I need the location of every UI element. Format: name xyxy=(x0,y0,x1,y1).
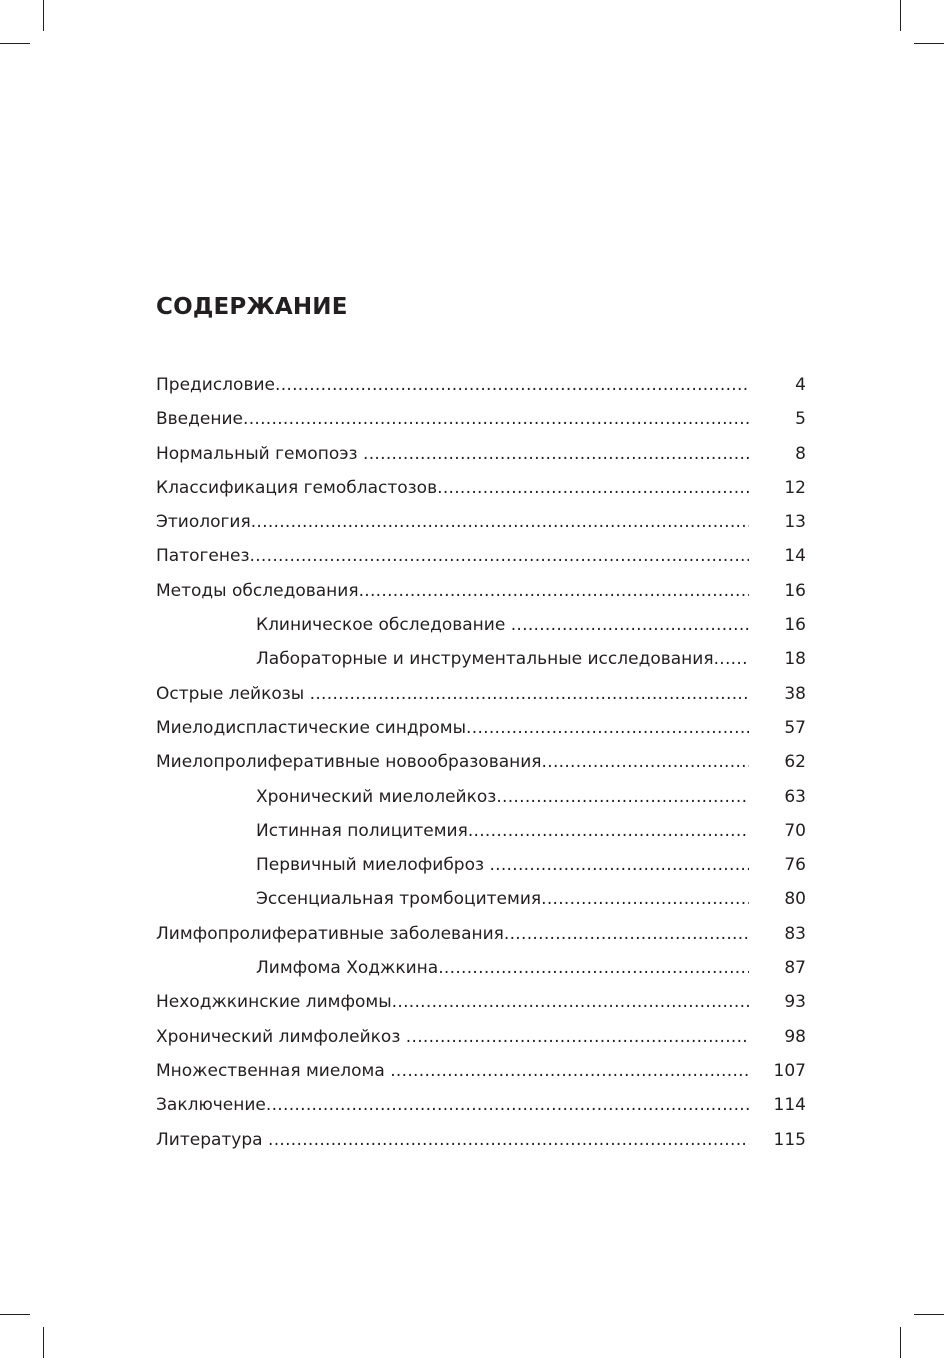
toc-entry-page: 115 xyxy=(773,1129,806,1150)
toc-entry xyxy=(156,439,806,473)
toc-entry xyxy=(156,507,806,541)
toc-entry xyxy=(156,1125,806,1159)
toc-entry-page: 57 xyxy=(784,717,806,738)
toc-entry-page: 63 xyxy=(784,786,806,807)
toc-entry xyxy=(156,541,806,575)
crop-mark xyxy=(0,43,30,44)
toc-entry-page: 70 xyxy=(784,820,806,841)
toc-entry xyxy=(156,370,806,404)
toc-entry xyxy=(156,1056,806,1090)
toc-entry-label: Миелопролиферативные новообразования ..... xyxy=(156,747,749,777)
toc-entry-label: Литература ..... xyxy=(156,1125,749,1155)
toc-entry-page: 93 xyxy=(784,992,806,1013)
toc-entry-label: Клиническое обследование ..... xyxy=(256,610,749,640)
toc-entry-label: Хронический лимфолейкоз ..... xyxy=(156,1022,749,1052)
toc-entry-label: Введение ..... xyxy=(156,404,749,434)
toc-entry xyxy=(156,747,806,781)
toc-subentry xyxy=(156,884,806,918)
crop-mark xyxy=(914,1314,944,1315)
toc-entry-page: 16 xyxy=(784,580,806,601)
toc-entry-page: 5 xyxy=(795,409,806,430)
toc-entry-label: Предисловие ..... xyxy=(156,370,749,400)
toc-entry-label: Истинная полицитемия ..... xyxy=(256,816,749,846)
crop-mark xyxy=(0,1314,30,1315)
toc-entry xyxy=(156,473,806,507)
toc-entry-label: Миелодиспластические синдромы ..... xyxy=(156,713,749,743)
toc-entry xyxy=(156,404,806,438)
toc-entry-page: 62 xyxy=(784,752,806,773)
toc-entry-page: 13 xyxy=(784,512,806,533)
page-title: СОДЕРЖАНИЕ xyxy=(156,294,348,320)
toc-entry xyxy=(156,713,806,747)
toc-entry-label: Заключение ..... xyxy=(156,1090,749,1120)
toc-entry-page: 98 xyxy=(784,1026,806,1047)
toc-entry xyxy=(156,679,806,713)
toc-entry-label: Классификация гемобластозов ..... xyxy=(156,473,749,503)
toc-entry-label: Нормальный гемопоэз ..... xyxy=(156,439,749,469)
toc-subentry xyxy=(156,782,806,816)
toc-entry xyxy=(156,987,806,1021)
toc-entry-page: 14 xyxy=(784,546,806,567)
toc-entry-page: 76 xyxy=(784,855,806,876)
toc-subentry xyxy=(156,610,806,644)
toc-subentry xyxy=(156,953,806,987)
toc-entry-page: 12 xyxy=(784,477,806,498)
toc-entry-label: Множественная миелома ..... xyxy=(156,1056,749,1086)
toc-subentry xyxy=(156,644,806,678)
toc-entry xyxy=(156,576,806,610)
crop-mark xyxy=(900,1327,901,1358)
toc-entry-page: 38 xyxy=(784,683,806,704)
table-of-contents xyxy=(156,370,806,1159)
toc-entry-label: Лабораторные и инструментальные исследования ..... xyxy=(256,644,749,674)
toc-entry-label: Лимфома Ходжкина ..... xyxy=(256,953,749,983)
toc-entry-page: 87 xyxy=(784,958,806,979)
toc-entry-label: Методы обследования ..... xyxy=(156,576,749,606)
toc-entry-page: 18 xyxy=(784,649,806,670)
toc-entry xyxy=(156,919,806,953)
toc-entry-label: Хронический миелолейкоз ..... xyxy=(256,782,749,812)
toc-entry-page: 83 xyxy=(784,923,806,944)
crop-mark xyxy=(43,0,44,31)
toc-entry-page: 80 xyxy=(784,889,806,910)
toc-entry-page: 4 xyxy=(795,375,806,395)
toc-entry-label: Этиология ..... xyxy=(156,507,749,537)
toc-subentry xyxy=(156,850,806,884)
toc-entry-label: Лимфопролиферативные заболевания ..... xyxy=(156,919,749,949)
crop-mark xyxy=(914,43,944,44)
toc-entry-label: Неходжкинские лимфомы ..... xyxy=(156,987,749,1017)
toc-entry-label: Эссенциальная тромбоцитемия ..... xyxy=(256,884,749,914)
crop-mark xyxy=(43,1327,44,1358)
toc-entry-page: 107 xyxy=(773,1060,806,1081)
toc-entry-page: 16 xyxy=(784,615,806,636)
toc-entry xyxy=(156,1022,806,1056)
toc-subentry xyxy=(156,816,806,850)
toc-entry-page: 8 xyxy=(795,443,806,464)
toc-entry-label: Патогенез ..... xyxy=(156,541,749,571)
toc-entry xyxy=(156,1090,806,1124)
toc-entry-label: Острые лейкозы ..... xyxy=(156,679,749,709)
crop-mark xyxy=(900,0,901,31)
toc-entry-label: Первичный миелофиброз ..... xyxy=(256,850,749,880)
toc-entry-page: 114 xyxy=(773,1095,806,1116)
